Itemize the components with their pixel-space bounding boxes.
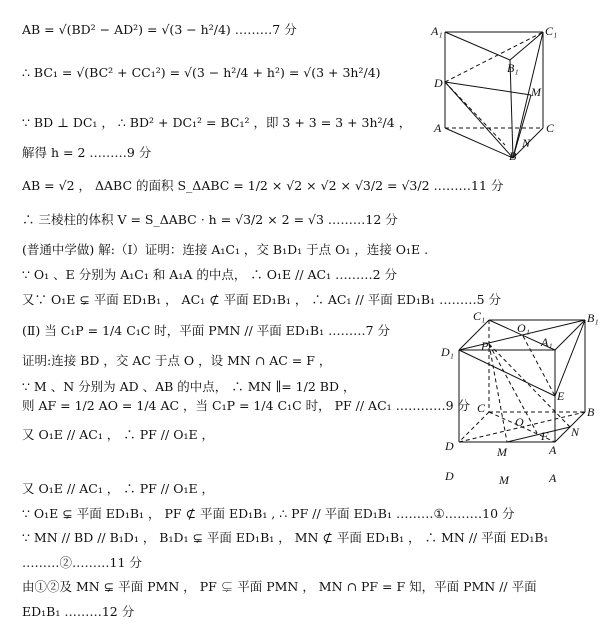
- line-7: (普通中学做) 解:（Ⅰ）证明：连接 A₁C₁ ，交 B₁D₁ 于点 O₁ ，连接 O₁E .: [22, 242, 429, 257]
- line-5: AB = √2 ， ΔABC 的面积 S_ΔABC = 1/2 × √2 × √2 × √3/2 = √3/2 ………11 分: [22, 178, 504, 193]
- fig2-label-O1: O₁: [517, 321, 530, 335]
- line-1: AB = √(BD² − AD²) = √(3 − h²/4) ………7 分: [22, 22, 297, 37]
- fig2-label-A: A: [549, 443, 557, 457]
- line-9: 又∵ O₁E ⊊ 平面 ED₁B₁ ， AC₁ ⊄ 平面 ED₁B₁ ， ∴ AC₁ // 平面 ED₁B₁ ………5 分: [22, 292, 502, 307]
- line-2: ∴ BC₁ = √(BC² + CC₁²) = √(3 − h²/4 + h²) = √(3 + 3h²/4): [22, 65, 381, 80]
- fig1-label-N: N: [522, 136, 531, 150]
- fig2-label-C: C: [477, 401, 486, 415]
- fig2-label-A1: A₁: [541, 335, 553, 349]
- fig2-label-N: N: [571, 425, 580, 439]
- line-12: ∵ M 、N 分别为 AD 、AB 的中点， ∴ MN ∥= 1/2 BD ，: [22, 379, 356, 394]
- prism-figure: [425, 20, 565, 160]
- line-16: ∵ O₁E ⊊ 平面 ED₁B₁ ， PF ⊄ 平面 ED₁B₁ , ∴ PF // 平面 ED₁B₁ ………①………10 分: [22, 506, 515, 521]
- fig1-label-A: A: [434, 121, 442, 135]
- fig2-ghost-M: M: [499, 473, 509, 487]
- line-8: ∵ O₁ 、E 分别为 A₁C₁ 和 A₁A 的中点， ∴ O₁E // AC₁ ………2 分: [22, 267, 398, 282]
- line-6: ∴ 三棱柱的体积 V = S_ΔABC · h = √3/2 × 2 = √3 ………12 分: [22, 212, 398, 227]
- line-17: ∵ MN // BD // B₁D₁ ， B₁D₁ ⊊ 平面 ED₁B₁ ， MN ⊄ 平面 ED₁B₁ ， ∴ MN // 平面 ED₁B₁: [22, 530, 549, 545]
- fig2-label-D1: D₁: [441, 345, 454, 359]
- cube-figure: [437, 308, 607, 488]
- line-11: 证明:连接 BD ，交 AC 于点 O ，设 MN ∩ AC = F ，: [22, 353, 332, 368]
- fig1-label-B: B: [509, 149, 517, 160]
- fig1-label-C: C: [546, 121, 555, 135]
- line-20: ED₁B₁ ………12 分: [22, 604, 135, 619]
- fig1-label-B1: B₁: [507, 61, 519, 75]
- fig2-ghost-A: A: [549, 471, 557, 485]
- line-13: 则 AF = 1/2 AO = 1/4 AC ，当 C₁P = 1/4 C₁C 时， PF // AC₁ …………9 分: [22, 398, 471, 413]
- fig2-ghost-D: D: [445, 469, 454, 483]
- line-15: 又 O₁E // AC₁ ， ∴ PF // O₁E ，: [22, 481, 215, 496]
- line-18: ………②………11 分: [22, 555, 142, 570]
- line-4: 解得 h = 2 ………9 分: [22, 145, 152, 160]
- fig2-label-B: B: [587, 405, 595, 419]
- fig1-label-D: D: [434, 76, 443, 90]
- fig2-label-E: E: [557, 389, 565, 403]
- line-14: 又 O₁E // AC₁ ， ∴ PF // O₁E ，: [22, 427, 215, 442]
- fig1-label-M: M: [531, 85, 541, 99]
- fig2-label-F: F: [541, 429, 549, 443]
- fig2-label-M: M: [497, 445, 507, 459]
- line-19: 由①②及 MN ⊊ 平面 PMN ， PF ⊊ 平面 PMN ， MN ∩ PF = F 知，平面 PMN // 平面: [22, 579, 537, 594]
- fig2-label-D: D: [445, 439, 454, 453]
- fig2-label-O: O: [515, 415, 524, 429]
- fig2-label-B1: B₁: [587, 311, 599, 325]
- line-3: ∵ BD ⊥ DC₁ ， ∴ BD² + DC₁² = BC₁² ，即 3 + 3 = 3 + 3h²/4 ，: [22, 115, 412, 130]
- fig1-label-C1: C₁: [545, 24, 558, 38]
- fig2-label-C1: C₁: [473, 309, 486, 323]
- fig1-label-A1: A₁: [431, 24, 443, 38]
- fig2-label-P: P: [481, 339, 489, 353]
- line-10: (Ⅱ) 当 C₁P = 1/4 C₁C 时，平面 PMN // 平面 ED₁B₁ ………7 分: [22, 323, 391, 338]
